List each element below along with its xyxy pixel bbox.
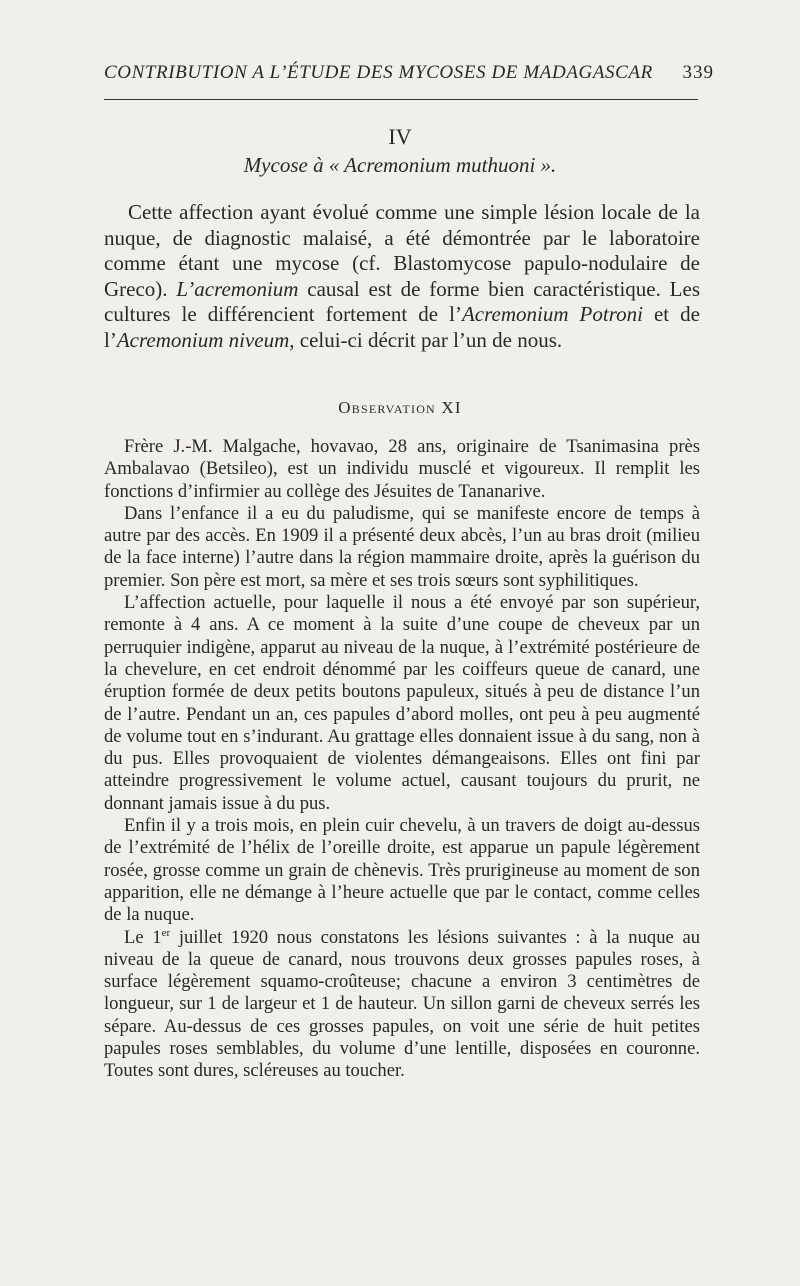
running-head <box>104 62 714 84</box>
date-text: juillet 1920 nous constatons les lésions suivantes : à la nuque au niveau de la queue de canard, nous trouvons deux grosses papules roses, à surface légèrement squamo-croûteuse; chacune a environ 3 centimètres de longueur, sur 1 de largeur et 1 de hauteur. Un sillon garni de cheveux serrés les sépare. Au-dessus de ces grosses papules, on voit une série de huit petites papules roses semblables, du volume d’une lentille, disposées en couronne. Toutes sont dures, scléreuses au toucher. <box>104 926 700 1082</box>
observation-heading: Observation XI <box>338 398 462 417</box>
intro-text-1: Cette affection ayant évolué comme une simple lésion locale de la nuque, de diagnostic malaisé, a été démontrée par le laboratoire comme étant une mycose (cf. Blastomycose papulo-nodulaire de Greco). <box>104 200 700 301</box>
observation-paragraph-last <box>104 927 700 1083</box>
intro-text-2: causal est de forme bien caractéristique. Les cultures le différencient fortement de l’ <box>104 276 700 327</box>
header-rule <box>104 99 698 100</box>
intro-paragraph <box>104 200 700 354</box>
page-number: 339 <box>682 62 714 83</box>
running-title: CONTRIBUTION A L’ÉTUDE DES MYCOSES DE MADAGASCAR <box>104 62 653 83</box>
observation-paragraph: Frère J.-M. Malgache, hovavao, 28 ans, originaire de Tsanimasina près Ambalavao (Betsileo), est un individu musclé et vigoureux. Il remplit les fonctions d’infirmier au collège des Jésuites de Tananarive. <box>104 436 700 502</box>
date-prefix: Le 1 <box>124 926 162 948</box>
ordinal-superscript: er <box>161 926 171 939</box>
observation-paragraph: L’affection actuelle, pour laquelle il nous a été envoyé par son supérieur, remonte à 4 ans. A ce moment à la suite d’une coupe de cheveux par un perruquier indigène, apparut au niveau de la nuque, à l’extrémité postérieure de la chevelure, en cet endroit dénommé par les coiffeurs queue de canard, une éruption formée de deux petits boutons papuleux, situés à peu de distance l’un de l’autre. Pendant un an, ces papules d’abord molles, ont peu à peu augmenté de volume tout en s’indurant. Au grattage elles donnaient issue à du sang, non à du pus. Elles provoquaient de violentes démangeaisons. Elles ont fini par atteindre progressivement le volume actuel, causant toujours du prurit, ne donnant jamais issue à du pus. <box>104 592 700 814</box>
intro-italic-potroni: Acremonium Potroni <box>461 302 643 327</box>
intro-text-4: , celui-ci décrit par l’un de nous. <box>289 327 563 352</box>
section-title: Mycose à « Acremonium muthuoni ». <box>243 153 557 177</box>
section-number: IV <box>388 124 412 149</box>
observation-paragraph: Enfin il y a trois mois, en plein cuir chevelu, à un travers de doigt au-dessus de l’extrémité de l’hélix de l’oreille droite, est apparue un papule légèrement rosée, grosse comme un grain de chènevis. Très prurigineuse au moment de son apparition, elle ne démange à l’heure actuelle que par le contact, comme celles de la nuque. <box>104 815 700 926</box>
intro-text-3: et de l’ <box>104 302 700 352</box>
observation-paragraph: Dans l’enfance il a eu du paludisme, qui se manifeste encore de temps à autre par des accès. En 1909 il a présenté deux abcès, l’un au bras droit (milieu de la face interne) l’autre dans la région mammaire droite, après la guérison du premier. Son père est mort, sa mère et ses trois sœurs sont syphilitiques. <box>104 502 700 591</box>
observation-body <box>104 436 700 1083</box>
intro-italic-acremonium: L’acremonium <box>176 276 299 301</box>
intro-italic-niveum: Acremonium niveum <box>116 327 290 352</box>
